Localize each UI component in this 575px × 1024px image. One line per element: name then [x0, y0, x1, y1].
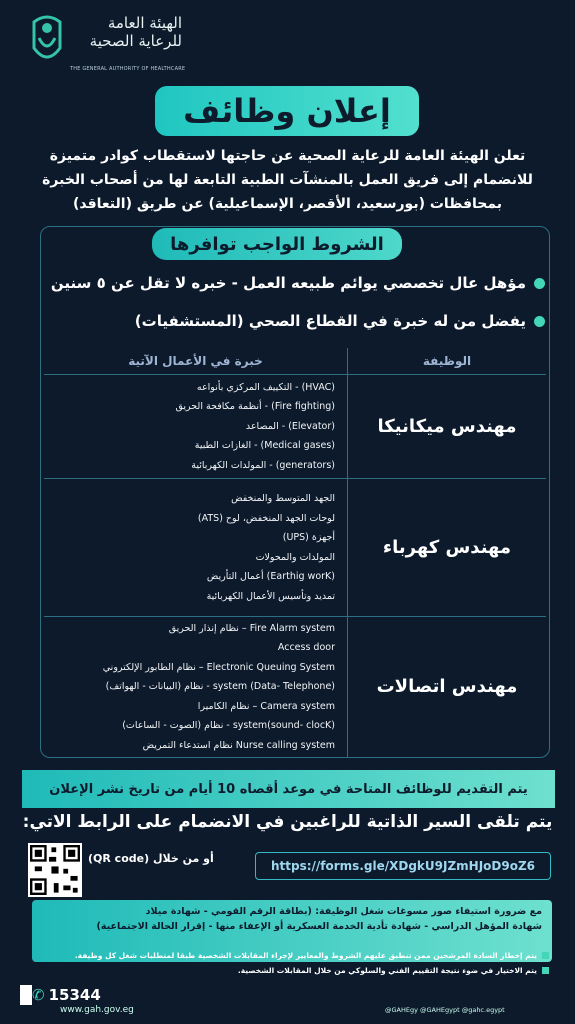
- experience-item: system (Data- Telephone) - نظام (البيانات - الهواتف): [105, 681, 335, 692]
- header-job: الوظيفة: [348, 348, 547, 375]
- experience-item: الجهد المتوسط والمنخفض: [231, 493, 335, 504]
- note-bullet-icon: [542, 967, 549, 974]
- experience-cell: [44, 617, 348, 757]
- logo-english: THE GENERAL AUTHORITY OF HEALTHCARE: [70, 66, 186, 72]
- hotline: [32, 986, 101, 1004]
- table-row: [44, 479, 546, 617]
- job-title: مهندس ميكانيكا: [348, 375, 547, 479]
- job-title: مهندس اتصالات: [348, 617, 547, 757]
- experience-item: تمديد وتأسيس الأعمال الكهربائية: [206, 590, 335, 602]
- logo-line-1: الهيئة العامة: [107, 14, 182, 32]
- page-title: إعلان وظائف: [155, 86, 419, 136]
- experience-item: Camera system – نظام الكاميرا: [197, 700, 335, 712]
- experience-item: (Fire fighting) - أنظمة مكافحة الحريق: [175, 401, 335, 413]
- intro-text: [30, 144, 545, 216]
- application-form-link[interactable]: https://forms.gle/XDgkU9JZmHJoD9oZ6: [255, 852, 551, 880]
- experience-item: (Earthig worK) أعمال التأريض: [206, 571, 335, 582]
- footer-qr-icon: [20, 985, 32, 1005]
- note-bullet-icon: [542, 952, 549, 959]
- table-row: [44, 375, 546, 479]
- experience-item: (generators) - المولدات الكهربائية: [191, 459, 335, 471]
- gah-logo-icon: [30, 14, 64, 68]
- experience-item: المولدات والمحولات: [255, 551, 335, 563]
- experience-item: (Medical gases) - الغازات الطبية: [194, 440, 335, 452]
- note-text: يتم الاختيار في ضوء نتيجة التقييم الفني والسلوكي من خلال المقابلات الشخصية.: [237, 966, 537, 975]
- apply-instructions: يتم تلقى السير الذاتية للراغبين في الانضمام على الرابط الاتي:: [22, 812, 553, 832]
- website-link[interactable]: www.gah.gov.eg: [60, 1005, 134, 1015]
- documents-line-1: مع ضرورة استيفاء صور مسوغات شغل الوظيفة: (بطاقة الرقم القومي - شهادة ميلاد: [145, 906, 542, 917]
- jobs-table: [44, 348, 546, 757]
- experience-item: Access door: [277, 642, 335, 653]
- intro-line-2: للانضمام إلى فريق العمل بالمنشآت الطبية التابعة لها من أصحاب الخبرة: [42, 172, 533, 188]
- intro-line-1: تعلن الهيئة العامة للرعاية الصحية عن حاجتها لاستقطاب كوادر متميزة: [49, 148, 526, 164]
- experience-item: Fire Alarm system – نظام إنذار الحريق: [168, 622, 335, 634]
- experience-item: (HVAC) - التكييف المركزي بأنواعه: [196, 381, 335, 393]
- bullet-icon: [534, 278, 545, 289]
- experience-item: Electronic Queuing System – نظام الطابور الإلكتروني: [102, 661, 335, 673]
- requirement-text: يفضل من له خبرة في القطاع الصحي (المستشفيات): [134, 312, 526, 330]
- experience-item: (Elevator) - المصاعد: [245, 420, 335, 432]
- requirement-item: [51, 274, 545, 292]
- experience-item: Nurse calling system نظام استدعاء التمريض: [142, 739, 335, 751]
- experience-cell: [44, 479, 348, 617]
- table-row: [44, 617, 546, 757]
- logo-line-2: للرعاية الصحية: [89, 32, 182, 50]
- experience-item: لوحات الجهد المنخفض، لوح (ATS): [197, 512, 335, 524]
- header-experience: خبرة في الأعمال الآتية: [44, 348, 348, 375]
- social-handles[interactable]: @GAHEgy @GAHEgypt @gahc.egypt: [385, 1006, 505, 1014]
- phone-icon: ✆: [32, 986, 45, 1004]
- table-header-row: [44, 348, 546, 375]
- experience-item: system(sound- clocK) - نظام (الصوت - الساعات): [122, 720, 335, 731]
- job-title: مهندس كهرباء: [348, 479, 547, 617]
- hotline-number: 15344: [48, 986, 101, 1004]
- documents-line-2: شهادة المؤهل الدراسي - شهادة تأدية الخدمة العسكرية أو الإعفاء منها - إقرار الحالة الاجتماعية): [96, 921, 542, 932]
- requirement-text: مؤهل عال تخصصي يوائم طبيعه العمل - خبره لا تقل عن ٥ سنين: [50, 274, 526, 292]
- qr-label: أو من خلال (QR code): [88, 852, 214, 865]
- intro-line-3: بمحافظات (بورسعيد، الأقصر، الإسماعيلية) عن طريق (التعاقد): [72, 196, 502, 212]
- note-item: [75, 951, 549, 960]
- deadline-notice: يتم التقديم للوظائف المتاحة في موعد أقصاه 10 أيام من تاريخ نشر الإعلان: [22, 770, 555, 808]
- requirements-title: الشروط الواجب توافرها: [152, 228, 402, 260]
- experience-item: أجهزة (UPS): [282, 532, 335, 543]
- note-text: يتم إخطار السادة المرشحين ممن تنطبق عليهم الشروط والمعايير لإجراء المقابلات الشخصية طبقا لمتطلبات شغل كل وظيفة.: [74, 951, 537, 960]
- logo-title: [72, 14, 182, 50]
- note-item: [238, 966, 549, 975]
- experience-cell: [44, 375, 348, 479]
- requirement-item: [135, 312, 545, 330]
- qr-code-icon: [28, 843, 82, 897]
- bullet-icon: [534, 316, 545, 327]
